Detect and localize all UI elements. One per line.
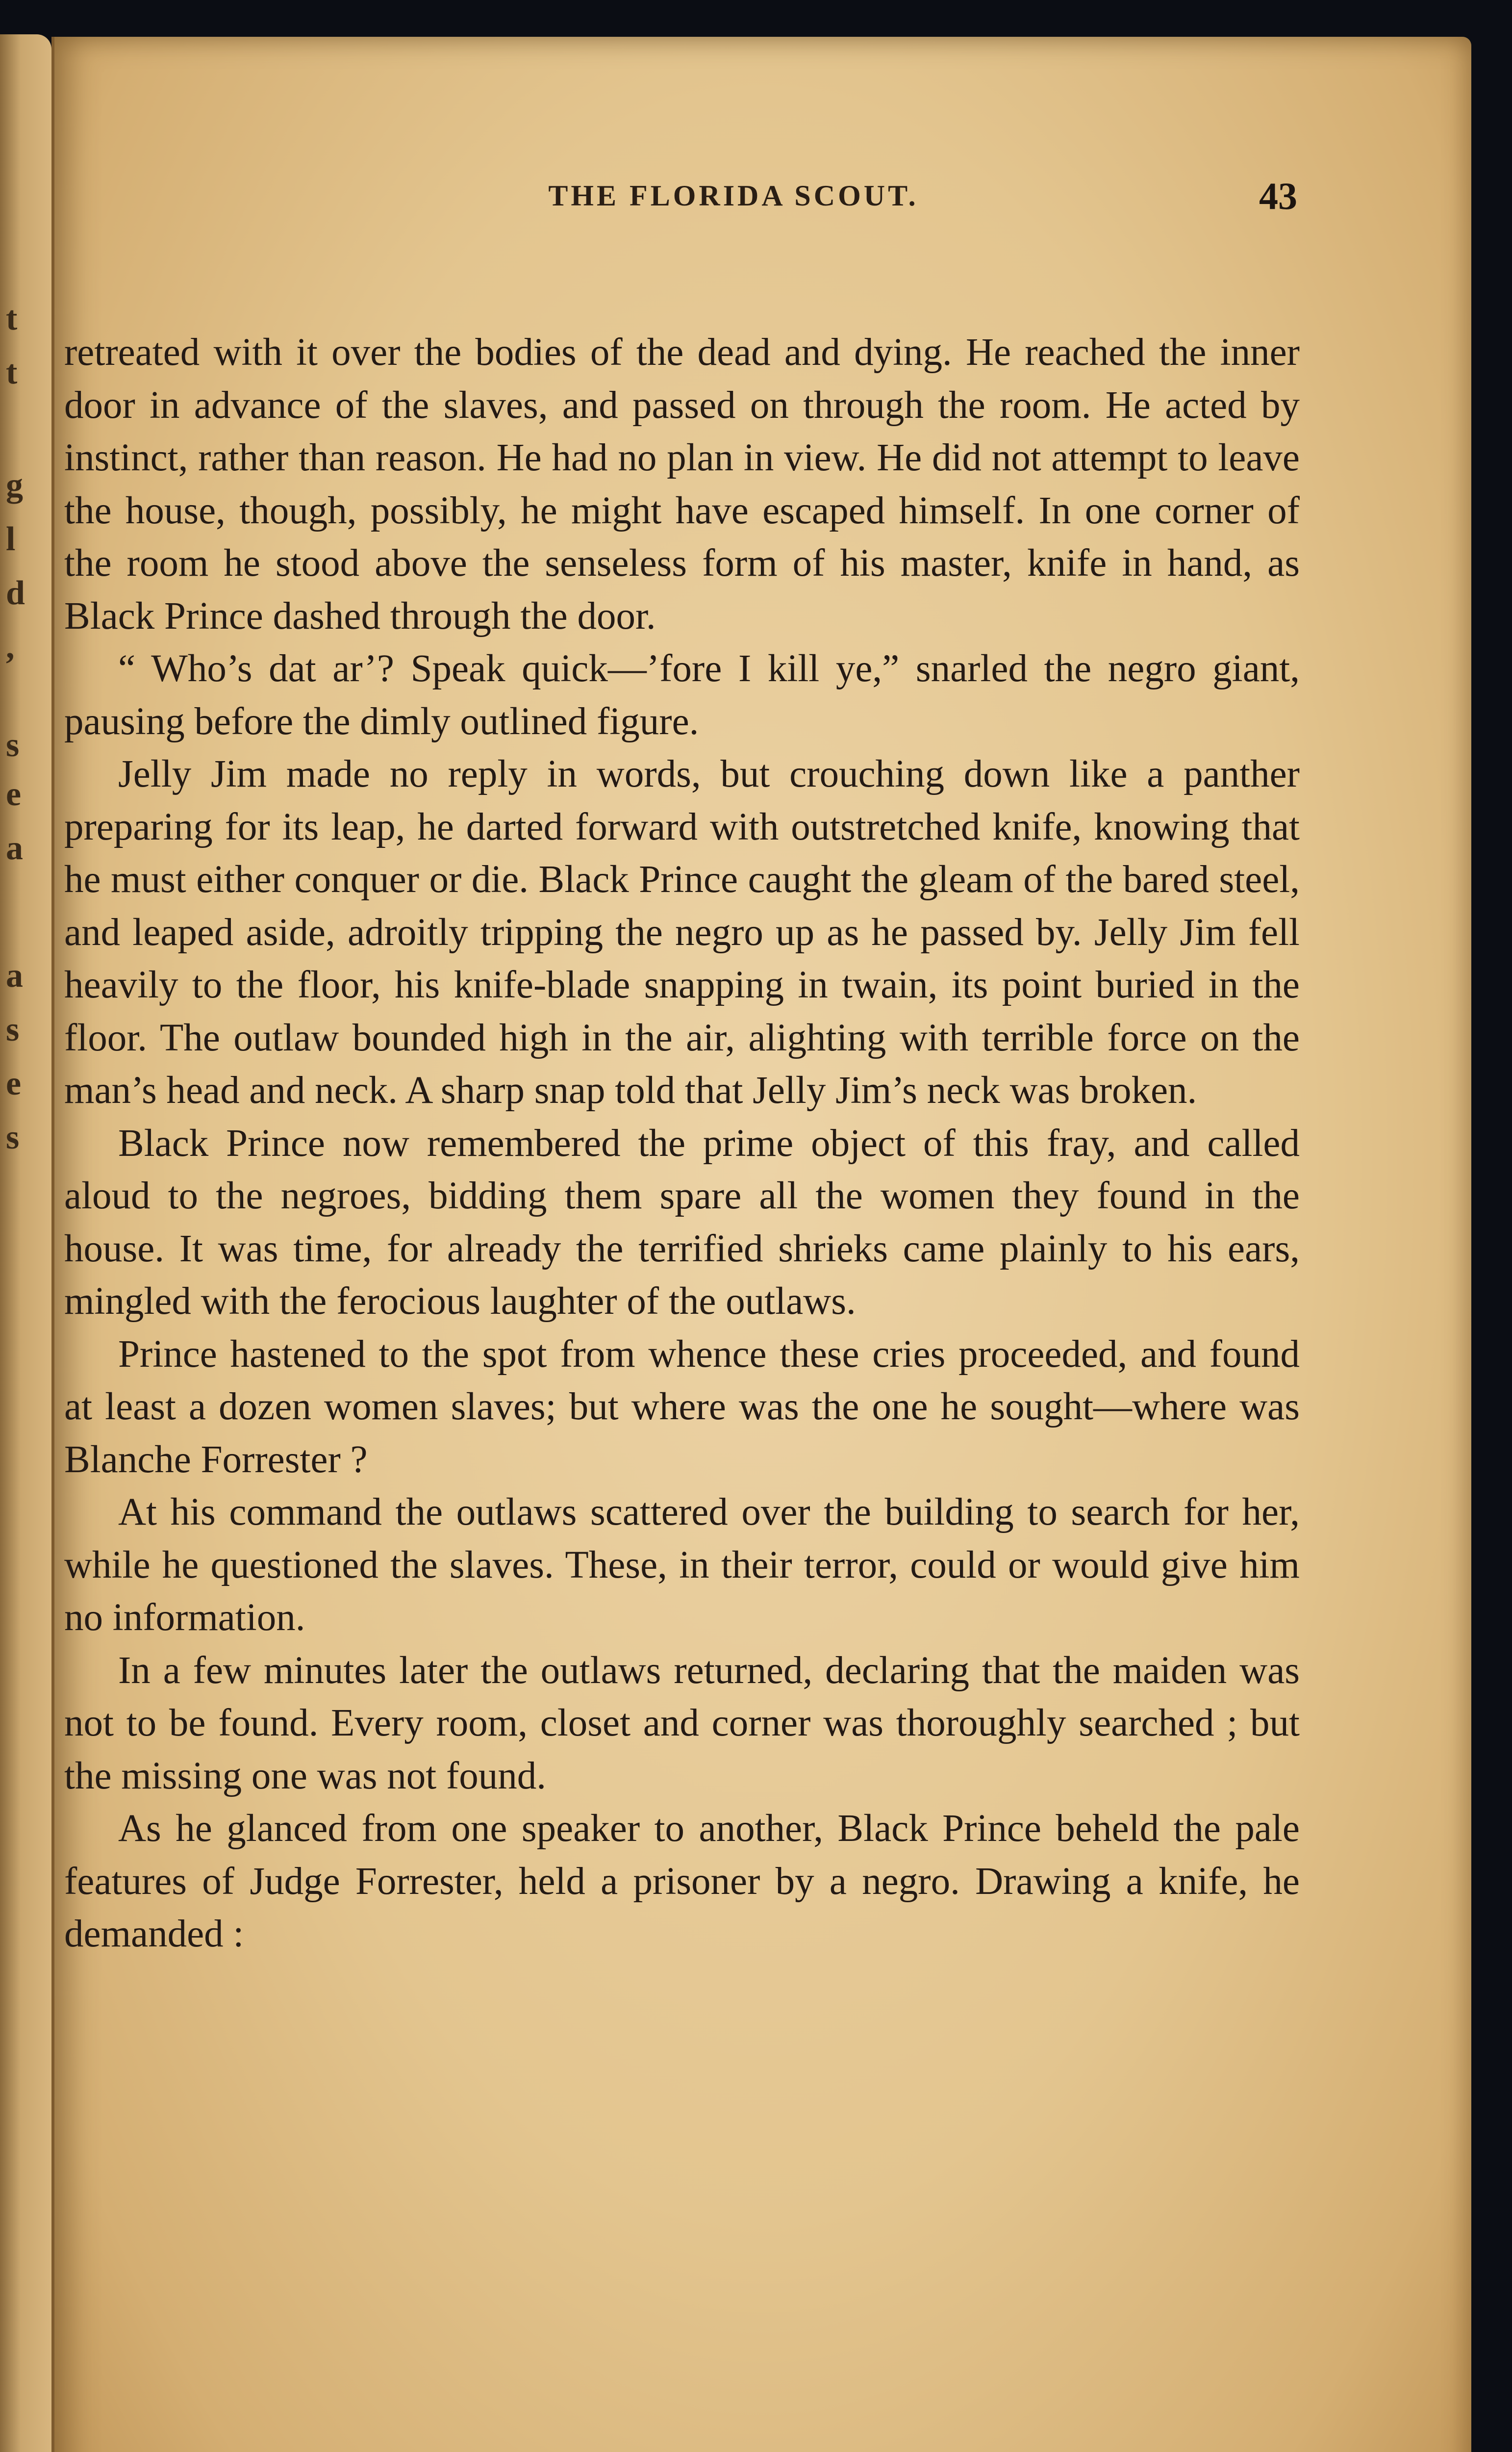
body-text xyxy=(64,326,1300,1961)
margin-fragment: e xyxy=(6,775,22,813)
paragraph: Prince hastened to the spot from whence these cries proceeded, and found at least a dozen women slaves; but where was the one he sought—where was Blanche Forrester ? xyxy=(64,1332,1300,1481)
margin-fragment: t xyxy=(6,354,18,391)
paragraph: Jelly Jim made no reply in words, but crouching down like a panther preparing for its leap, he darted forward with outstretched knife, knowing that he must either conquer or die. Black Prince caught the gleam of the bared steel, and leaped aside, adroitly tripping the negro up as he passed by. Jelly Jim fell heavily to the floor, his knife-blade snapping in twain, its point buried in the floor. The outlaw bounded high in the air, alighting with terrible force on the man’s head and neck. A sharp snap told that Jelly Jim’s neck was broken. xyxy=(64,753,1300,1112)
page-number: 43 xyxy=(1259,175,1297,217)
margin-fragment: a xyxy=(6,957,23,995)
paragraph: retreated with it over the bodies of the dead and dying. He reached the inner door in advance of the slaves, and passed on through the room. He acted by instinct, rather than reason. He had no plan in view. He did not attempt to leave the house, though, possibly, he might have escaped himself. In one corner of the room he stood above the senseless form of his master, knife in hand, as Black Prince dashed through the door. xyxy=(64,331,1300,638)
margin-fragment: e xyxy=(6,1065,22,1102)
margin-fragment: , xyxy=(6,628,15,666)
paragraph: As he glanced from one speaker to another, Black Prince beheld the pale features of Judge Forrester, held a prisoner by a negro. Drawing a knife, he demanded : xyxy=(64,1807,1300,1955)
margin-fragment: s xyxy=(6,726,20,764)
paragraph: Black Prince now remembered the prime object of this fray, and called aloud to the negroes, bidding them spare all the women they found in the house. It was time, for already the terrified shrieks came plainly to his ears, mingled with the ferocious laughter of the outlaws. xyxy=(64,1122,1300,1323)
margin-fragment: t xyxy=(6,300,18,337)
margin-fragment: a xyxy=(6,829,23,867)
margin-fragment: d xyxy=(6,574,25,612)
running-title: THE FLORIDA SCOUT. xyxy=(548,179,919,212)
paragraph: In a few minutes later the outlaws returned, declaring that the maiden was not to be found. Every room, closet and corner was thoroughly searched ; but the missing one was not found. xyxy=(64,1649,1300,1797)
facing-page-edge xyxy=(0,34,51,2452)
margin-fragment: g xyxy=(6,466,23,504)
paragraph: At his command the outlaws scattered over the building to search for her, while he questioned the slaves. These, in their terror, could or would give him no information. xyxy=(64,1491,1300,1639)
margin-fragment: s xyxy=(6,1011,20,1048)
margin-fragment: s xyxy=(6,1119,20,1156)
page-header xyxy=(54,175,1471,238)
paragraph: “ Who’s dat ar’? Speak quick—’fore I kill ye,” snarled the negro giant, pausing before the dimly outlined figure. xyxy=(64,647,1300,743)
margin-fragment: l xyxy=(6,520,16,558)
book-page xyxy=(51,37,1471,2452)
